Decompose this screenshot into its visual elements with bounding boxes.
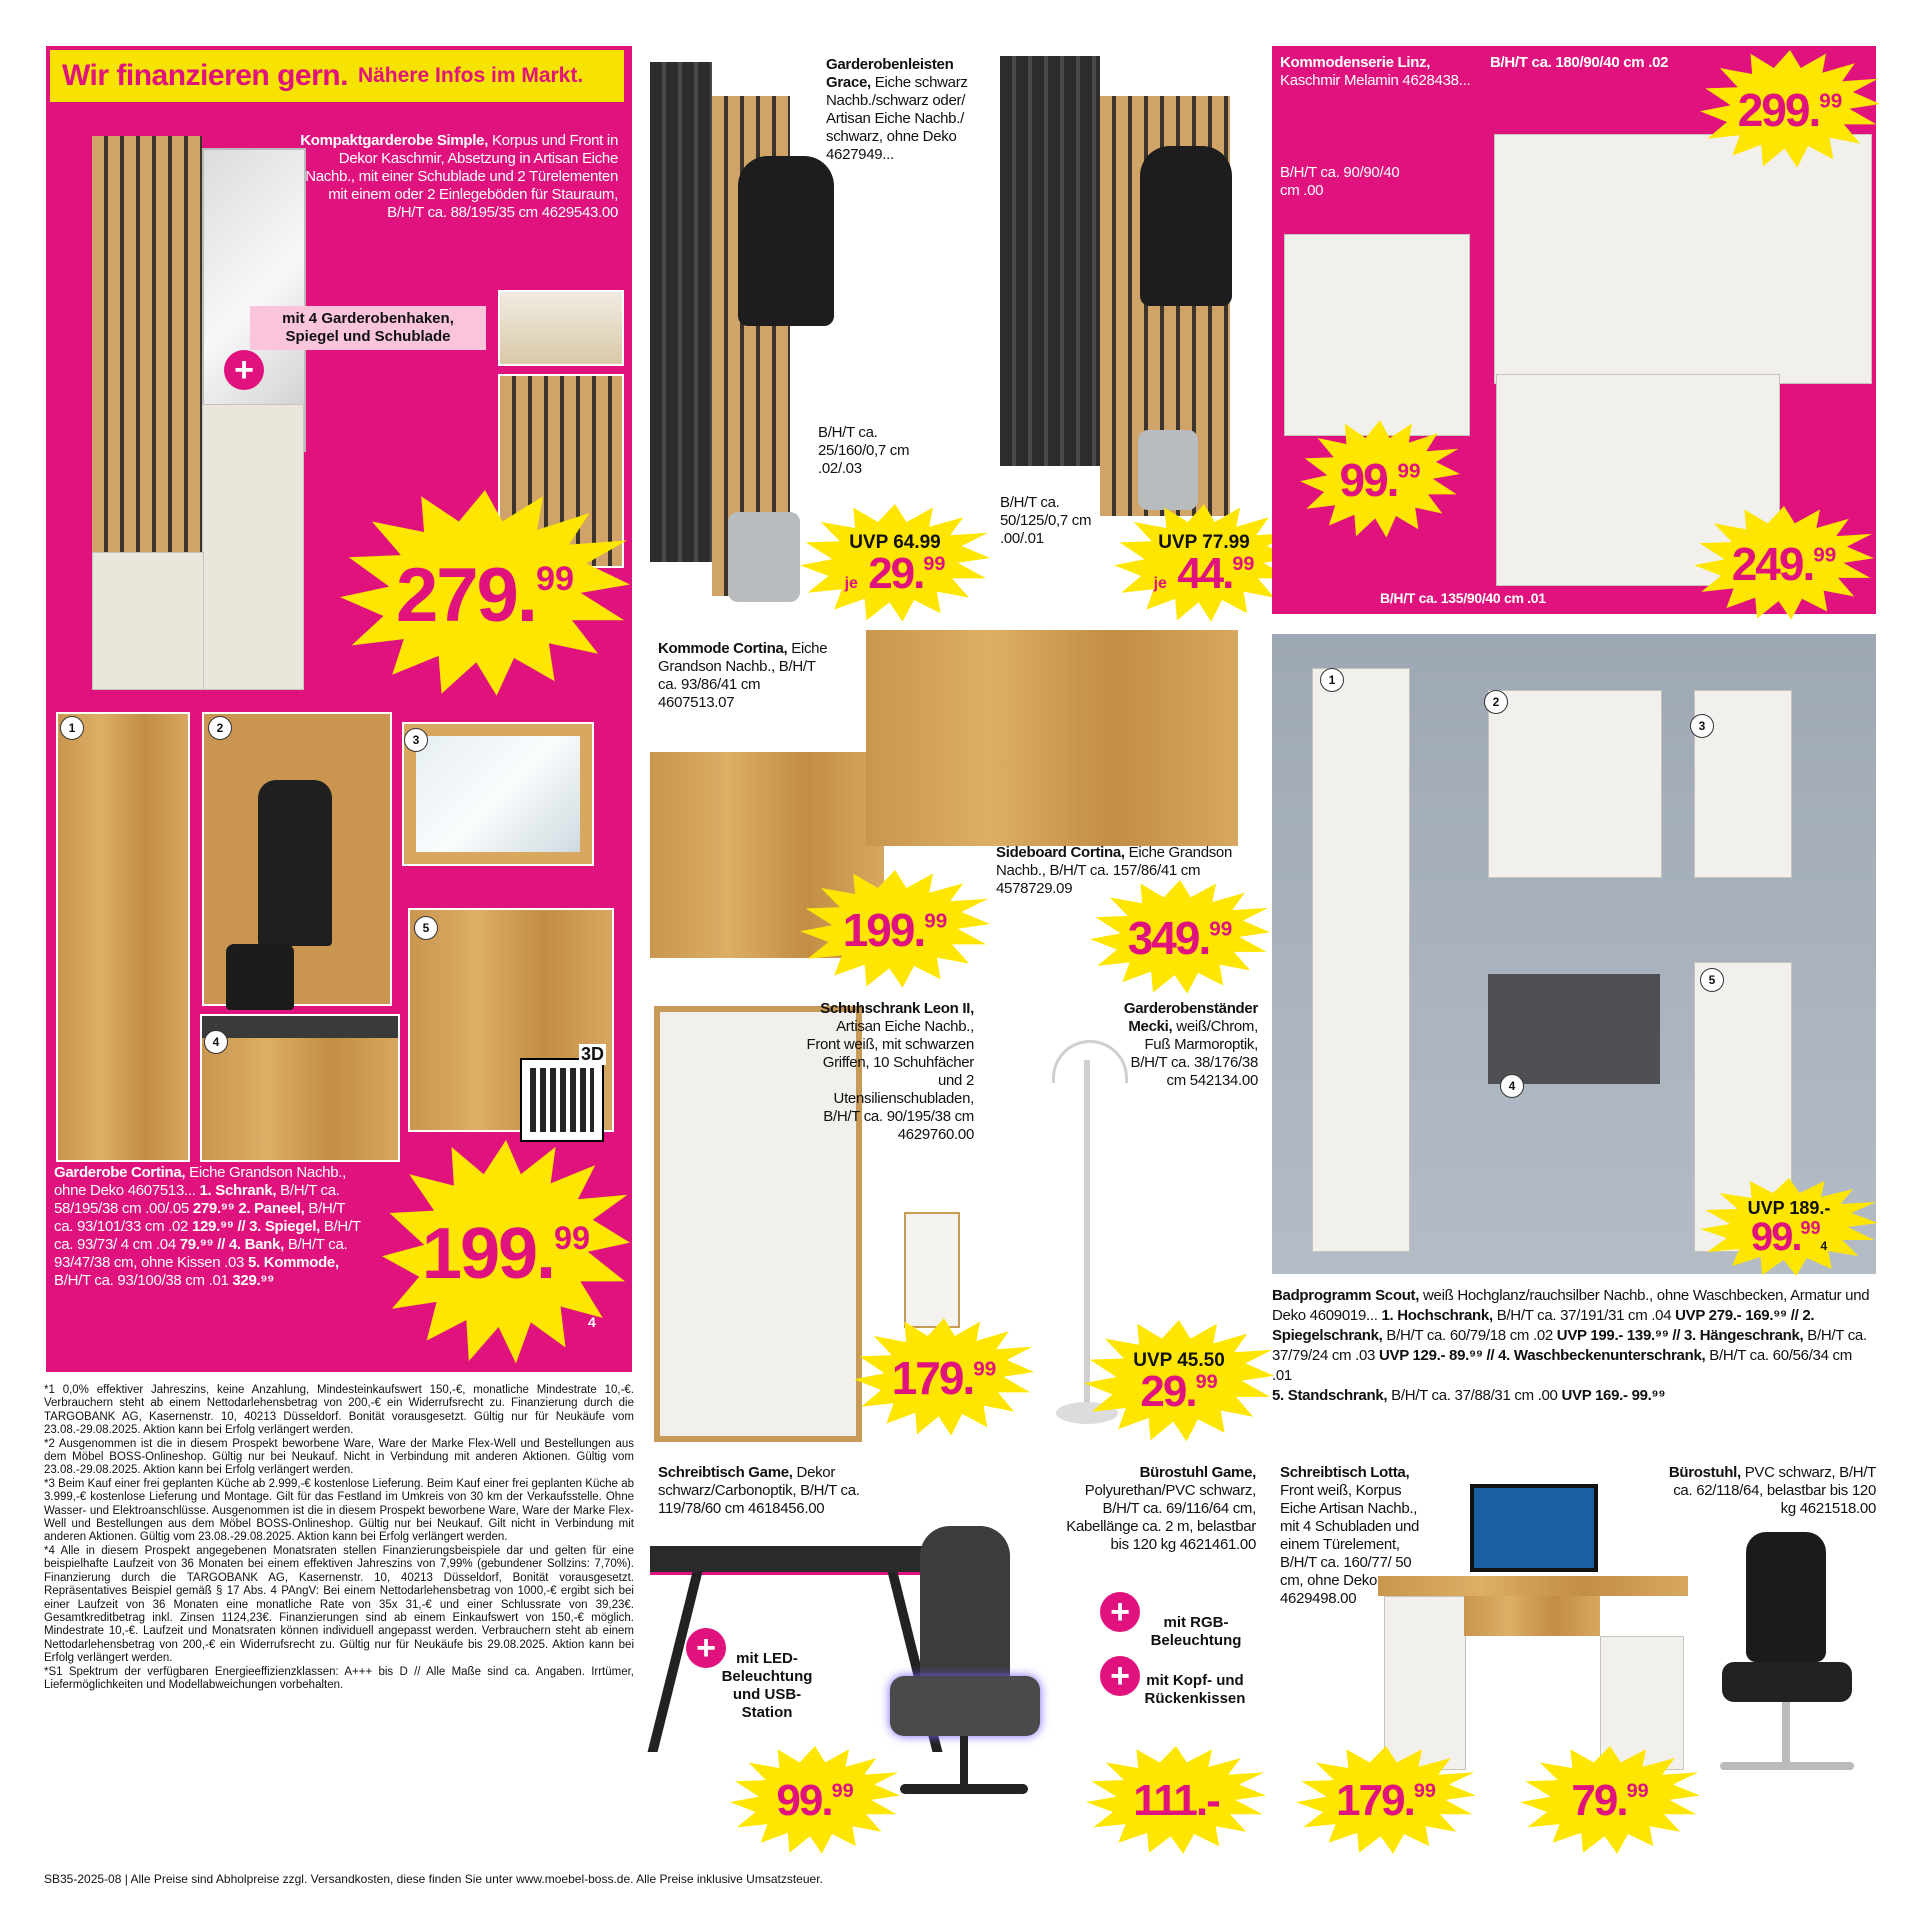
price-burst-linz-top bbox=[1700, 50, 1880, 170]
footnote-2: *2 Ausgenommen ist die in diesem Prospekt beworbene Ware, Ware der Marke Flex-Well und Bestellungen aus dem Möbel BOSS-Onlineshop. Gültig nur bei Neukauf. Nicht in Verbindung mit anderen Aktionen. Gültig vom 23.08.-29.08.2025. Aktion kann bei Erfolg verlängert werden. bbox=[44, 1437, 634, 1477]
simple-callout bbox=[250, 306, 486, 350]
lotta-monitor-image bbox=[1470, 1484, 1598, 1572]
linz-price-small: 99.99 bbox=[1339, 454, 1421, 506]
linz-small-image bbox=[1284, 234, 1470, 436]
cortina-badge-2: 2 bbox=[208, 716, 232, 740]
mecki-description: Garderobenständer Mecki, weiß/Chrom, Fuß Marmoroptik, B/H/T ca. 38/176/38 cm 542134.00 bbox=[1123, 1000, 1258, 1089]
grace-price-1: 29. bbox=[868, 548, 924, 598]
scout-badge-4: 4 bbox=[1500, 1074, 1524, 1098]
office-chair-description: Bürostuhl, PVC schwarz, B/H/T ca. 62/118/64, belastbar bis 120 kg 4621518.00 bbox=[1668, 1464, 1876, 1517]
game-desk-price: 99.99 bbox=[776, 1776, 854, 1825]
jacket-image bbox=[738, 156, 834, 326]
simple-title: Kompaktgarderobe Simple, bbox=[300, 132, 489, 149]
scout-badge-3: 3 bbox=[1690, 714, 1714, 738]
price-burst-leon bbox=[854, 1318, 1034, 1438]
game-desk-callout: mit LED-Beleuchtung und USB-Station bbox=[721, 1650, 813, 1721]
handbag-image bbox=[728, 512, 800, 602]
price-burst-cortina-kommode bbox=[800, 870, 990, 990]
linz-description: Kommodenserie Linz, Kaschmir Melamin 4628438... bbox=[1280, 54, 1471, 89]
cortina-garderobe-description: Garderobe Cortina, Eiche Grandson Nachb., ohne Deko 4607513... 1. Schrank, B/H/T ca. 58/195/38 cm .00/.05 279.⁹⁹ 2. Paneel, B/H/T ca. 93/101/33 cm .02 129.⁹⁹ // 3. Spiegel, B/H/T ca. 93/73/ 4 cm .04 79.⁹⁹ // 4. Bank, B/H/T ca. 93/47/38 cm, ohne Kissen .03 5. Kommode, B/H/T ca. 93/100/38 cm .01 329.⁹⁹ bbox=[54, 1164, 361, 1289]
plus-icon: + bbox=[1100, 1656, 1140, 1696]
scout-uvp: UVP 189.- bbox=[1747, 1198, 1831, 1218]
footer-legal: SB35-2025-08 | Alle Preise sind Abholpreise zzgl. Versandkosten, diese finden Sie unter www.moebel-boss.de. Alle Preise inklusive Umsatzsteuer. bbox=[44, 1872, 823, 1886]
grace-je-1: je bbox=[844, 574, 858, 592]
cortina-garderobe-price: 199.99 bbox=[421, 1214, 591, 1294]
linz-dims-small: B/H/T ca. 90/90/40 cm .00 bbox=[1280, 164, 1400, 199]
financing-banner bbox=[50, 50, 624, 106]
office-chair-image bbox=[1690, 1532, 1870, 1812]
scout-footnote-marker: 4 bbox=[1820, 1239, 1828, 1253]
simple-description bbox=[300, 132, 618, 222]
price-burst-grace-2: UVP 77.99 je 44.99 bbox=[1114, 504, 1294, 624]
qr-code[interactable] bbox=[520, 1044, 604, 1142]
game-chair-callout-1: mit RGB-Beleuchtung bbox=[1150, 1614, 1242, 1649]
price-burst-simple bbox=[340, 490, 630, 700]
cortina-badge-4: 4 bbox=[204, 1030, 228, 1054]
grace-black-image bbox=[650, 62, 712, 562]
price-burst-linz-small bbox=[1300, 420, 1460, 540]
banner-sub: Nähere Infos im Markt. bbox=[357, 64, 584, 87]
plus-icon: + bbox=[1100, 1592, 1140, 1632]
cortina-footnote-marker: 4 bbox=[588, 1314, 596, 1330]
leon-description: Schuhschrank Leon II, Artisan Eiche Nachb., Front weiß, mit schwarzen Griffen, 10 Schuhfächer und 2 Utensilienschubladen, B/H/T ca. 90/195/38 cm 4629760.00 bbox=[806, 1000, 974, 1143]
simple-text: Korpus und Front in Dekor Kaschmir, Absetzung in Artisan Eiche Nachb., mit einer Schublade und 2 Türelementen mit einem oder 2 Einlegeböden für Stauraum, B/H/T ca. 88/195/35 cm 4629543.00 bbox=[305, 132, 618, 221]
footnote-5: *S1 Spektrum der verfügbaren Energieeffizienzklassen: A+++ bis D // Alle Maße sind ca. Angaben. Irrtümer, Liefermöglichkeiten und Modellabweichungen vorbehalten. bbox=[44, 1665, 634, 1691]
price-burst-lotta bbox=[1296, 1746, 1476, 1856]
simple-callout-text: mit 4 Garderobenhaken, Spiegel und Schublade bbox=[282, 310, 454, 345]
leon-price: 179.99 bbox=[891, 1352, 997, 1404]
price-burst-scout bbox=[1700, 1178, 1878, 1278]
price-burst-grace-1: UVP 64.99 je 29.99 bbox=[800, 504, 990, 624]
handbag-image-2 bbox=[1138, 430, 1198, 510]
footnote-4: *4 Alle in diesem Prospekt angegebenen Monatsraten stellen Finanzierungsbeispiele dar und gelten für eine beispielhafte Laufzeit von 36 Monaten bei einem effektiven Jahreszins von 7,99% (gebundener Sollzins: 7,70%). Finanzierung durch die TARGOBANK AG, Kasernenstr. 10, 40213 Düsseldorf, Bonität vorausgesetzt. Repräsentatives Beispiel gemäß § 17 Abs. 4 PAngV: Bei einem Nettodarlehensbetrag von 1000,-€ ergibt sich bei einer Laufzeit von 36 Monaten eine monatliche Rate von 35x 31,-€ und einer Schlussrate von 39,23€. Gesamtkreditbetrag inkl. Zinsen 1124,23€. Finanzierungen sind ab einem Einkaufswert von 150,-€ möglich. Mindestrate 10,-€. Laufzeit und Monatsraten können individuell angepasst werden. Verbrauchern steht ab einem Nettodarlehensbetrag von 200,-€ ein Widerrufsrecht zu. Gültig nur für Neukäufe bis 29.08.2025. Aktion kann bei Erfolg verlängert werden. bbox=[44, 1544, 634, 1665]
lotta-description: Schreibtisch Lotta, Front weiß, Korpus Eiche Artisan Nachb., mit 4 Schubladen und einem Türelement, B/H/T ca. 160/77/ 50 cm, ohne Deko 4629498.00 bbox=[1280, 1464, 1420, 1607]
game-chair-description: Bürostuhl Game, Polyurethan/PVC schwarz, B/H/T ca. 69/116/64 cm, Kabellänge ca. 2 m, belastbar bis 120 kg 4621461.00 bbox=[1066, 1464, 1256, 1553]
linz-dims-top: B/H/T ca. 180/90/40 cm .02 bbox=[1490, 54, 1669, 71]
grace-je-2: je bbox=[1153, 574, 1167, 592]
grace-dims-1: B/H/T ca. 25/160/0,7 cm .02/.03 bbox=[818, 424, 910, 477]
plus-icon: + bbox=[224, 350, 264, 390]
scout-badge-1: 1 bbox=[1320, 668, 1344, 692]
game-chair-price: 111.- bbox=[1133, 1776, 1219, 1825]
linz-dims-bottom: B/H/T ca. 135/90/40 cm .01 bbox=[1380, 590, 1546, 606]
scout-description: Badprogramm Scout, weiß Hochglanz/rauchsilber Nachb., ohne Waschbecken, Armatur und Deko 4609019... 1. Hochschrank, B/H/T ca. 37/191/31 cm .04 UVP 279.- 169.⁹⁹ // 2. Spiegelschrank, B/H/T ca. 60/79/18 cm .02 UVP 199.- 139.⁹⁹ // 3. Hängeschrank, B/H/T ca. 37/79/24 cm .03 UVP 129.- 89.⁹⁹ // 4. Waschbeckenunterschrank, B/H/T ca. 60/56/34 cm .01 5. Standschrank, B/H/T ca. 37/88/31 cm .00 UVP 169.- 99.⁹⁹ bbox=[1272, 1287, 1870, 1404]
cortina-badge-3: 3 bbox=[404, 728, 428, 752]
office-chair-price: 79.99 bbox=[1571, 1776, 1649, 1825]
game-chair-callout-2: mit Kopf- und Rückenkissen bbox=[1144, 1672, 1246, 1707]
cortina-sideboard-description: Sideboard Cortina, Eiche Grandson Nachb., B/H/T ca. 157/86/41 cm 4578729.09 bbox=[996, 844, 1233, 897]
cortina-badge-1: 1 bbox=[60, 716, 84, 740]
cortina-sideboard-image bbox=[866, 630, 1238, 846]
cortina-cabinet-image bbox=[56, 712, 190, 1162]
price-burst-office-chair bbox=[1520, 1746, 1700, 1856]
grace-description: Garderobenleisten Grace, Eiche schwarz Nachb./schwarz oder/ Artisan Eiche Nachb./ schwarz, ohne Deko 4627949... bbox=[826, 56, 968, 163]
leon-detail-image bbox=[904, 1212, 960, 1328]
footnote-3: *3 Beim Kauf einer frei geplanten Küche ab 2.999,-€ kostenlose Lieferung. Beim Kauf einer frei geplanten Küche ab 3.999,-€ kostenlose Lieferung und Montage. Gilt für das Festland im Umkreis von 30 km der Verkaufsstelle. Ohne Wasser- und Elektroanschlüsse. Ausgenommen ist die in diesem Prospekt beworbene Ware, Ware der Marke Flex-Well und Bestellungen aus dem Möbel BOSS-Onlineshop. Gültig nur bei Neukauf. Gilt nicht in Verbindung mit anderen Aktionen. Gültig vom 23.08.-29.08.2025. Aktion kann bei Erfolg verlängert werden. bbox=[44, 1477, 634, 1544]
scout-badge-2: 2 bbox=[1484, 690, 1508, 714]
price-burst-game-desk bbox=[730, 1746, 900, 1856]
grace-uvp-1: UVP 64.99 bbox=[849, 531, 941, 553]
footnotes bbox=[44, 1384, 634, 1692]
cortina-bench-image bbox=[200, 1014, 400, 1162]
cortina-sideboard-price: 349.99 bbox=[1127, 912, 1233, 964]
grace-price-2: 44. bbox=[1177, 548, 1233, 598]
price-burst-cortina-garderobe bbox=[382, 1140, 630, 1368]
lotta-price: 179.99 bbox=[1336, 1776, 1436, 1825]
price-burst-cortina-sideboard bbox=[1090, 880, 1270, 996]
cortina-kommode-description: Kommode Cortina, Eiche Grandson Nachb., B/H/T ca. 93/86/41 cm 4607513.07 bbox=[658, 640, 828, 711]
simple-price: 279.99 bbox=[396, 552, 574, 638]
qr-3d-label: 3D bbox=[580, 1044, 604, 1064]
linz-price-top: 299.99 bbox=[1737, 84, 1843, 136]
price-burst-game-chair bbox=[1086, 1746, 1266, 1856]
banner-headline: Wir finanzieren gern. bbox=[62, 59, 348, 92]
cortina-mirror-image bbox=[402, 722, 594, 866]
scout-price: 99.994 bbox=[1750, 1215, 1828, 1259]
jacket-image-2 bbox=[1140, 146, 1232, 306]
grace-uvp-2: UVP 77.99 bbox=[1158, 531, 1250, 553]
plus-icon: + bbox=[686, 1628, 726, 1668]
linz-price-bottom: 249.99 bbox=[1731, 538, 1837, 590]
price-burst-linz-bottom bbox=[1694, 506, 1874, 622]
simple-detail-image-1 bbox=[498, 290, 624, 366]
mecki-price: 29.99 bbox=[1140, 1366, 1218, 1416]
grace-black-image-2 bbox=[1000, 56, 1100, 466]
mecki-uvp: UVP 45.50 bbox=[1133, 1349, 1225, 1371]
game-desk-description: Schreibtisch Game, Dekor schwarz/Carbonoptik, B/H/T ca. 119/78/60 cm 4618456.00 bbox=[658, 1464, 860, 1517]
grace-dims-2: B/H/T ca. 50/125/0,7 cm .00/.01 bbox=[1000, 494, 1092, 547]
footnote-1: *1 0,0% effektiver Jahreszins, keine Anzahlung, Mindesteinkaufswert 150,-€, monatliche Mindestrate 10,-€. Verbrauchern steht ab einem Nettodarlehensbetrag von 200,-€ ein Widerrufsrecht zu. Finanzierung durch die TARGOBANK AG, Kasernenstr. 10, 40213 Düsseldorf. Bonität vorausgesetzt. Gültig nur für Neukäufe vom 23.08.-29.08.2025. Aktion kann bei Erfolg verlängert werden. bbox=[44, 1384, 634, 1437]
bag-image bbox=[226, 944, 294, 1010]
cortina-kommode-price: 199.99 bbox=[842, 904, 948, 956]
linz-large-image bbox=[1494, 134, 1872, 384]
price-burst-mecki bbox=[1084, 1320, 1274, 1444]
cortina-badge-5: 5 bbox=[414, 916, 438, 940]
scout-badge-5: 5 bbox=[1700, 968, 1724, 992]
